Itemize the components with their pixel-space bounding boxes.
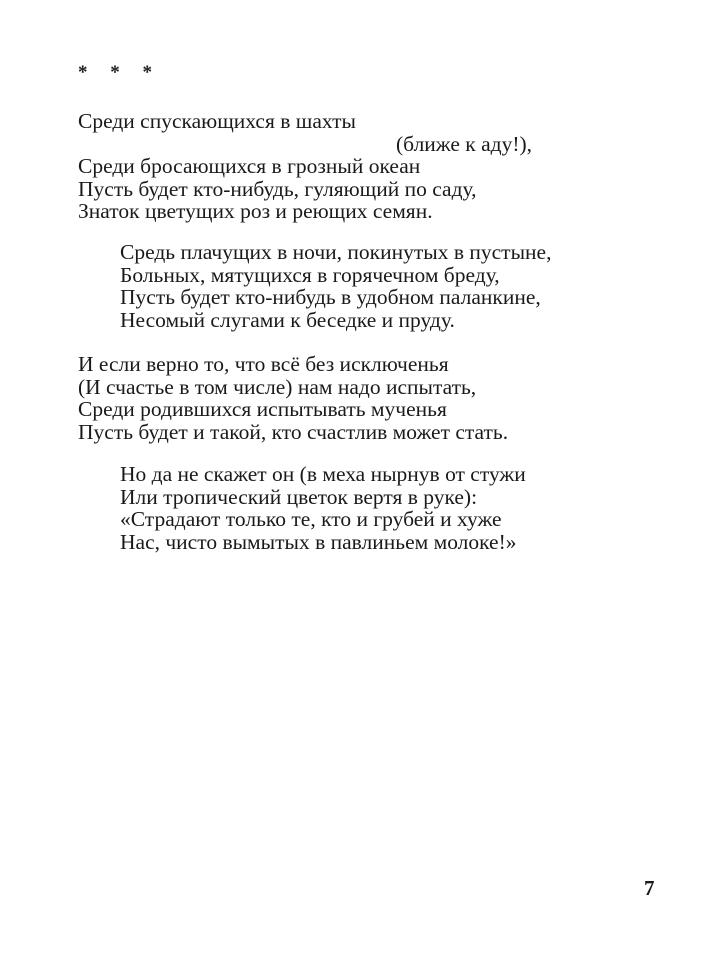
poem-line: Среди бросающихся в грозный океан: [78, 154, 421, 179]
poem-line: Знаток цветущих роз и реющих семян.: [78, 199, 433, 224]
poem-line: Несомый слугами к беседке и пруду.: [120, 307, 455, 332]
stanza-2: [120, 241, 551, 331]
poem-line: Пусть будет кто-нибудь, гуляющий по саду,: [78, 176, 477, 201]
poem-line: Больных, мятущихся в горячечном бреду,: [120, 262, 500, 287]
stanza-3: [78, 353, 508, 443]
poem-line: Нас, чисто вымытых в павлиньем молоке!»: [120, 529, 517, 554]
poem-line: «Страдают только те, кто и грубей и хуже: [120, 507, 502, 532]
poem-line: Среди спускающихся в шахты: [78, 109, 356, 133]
page-number: 7: [644, 876, 655, 900]
poem-line: Среди родившихся испытывать мученья: [78, 397, 447, 422]
poem-line: Средь плачущих в ночи, покинутых в пустыне,: [120, 240, 552, 264]
stanza-1: [78, 110, 532, 223]
poem-line: Или тропический цветок вертя в руке):: [120, 484, 478, 509]
poem-line: (И счастье в том числе) нам надо испытать,: [78, 374, 477, 399]
section-ornament: * * *: [78, 62, 161, 83]
poem-line: Пусть будет и такой, кто счастлив может стать.: [78, 419, 509, 444]
stanza-4: [120, 463, 526, 553]
poem-line: Пусть будет кто-нибудь в удобном паланкине,: [120, 285, 541, 310]
poem-line: Но да не скажет он (в меха нырнув от стужи: [120, 462, 526, 486]
poem-line: И если верно то, что всё без исключенья: [78, 352, 449, 376]
poem-line: (ближе к аду!),: [396, 131, 533, 156]
